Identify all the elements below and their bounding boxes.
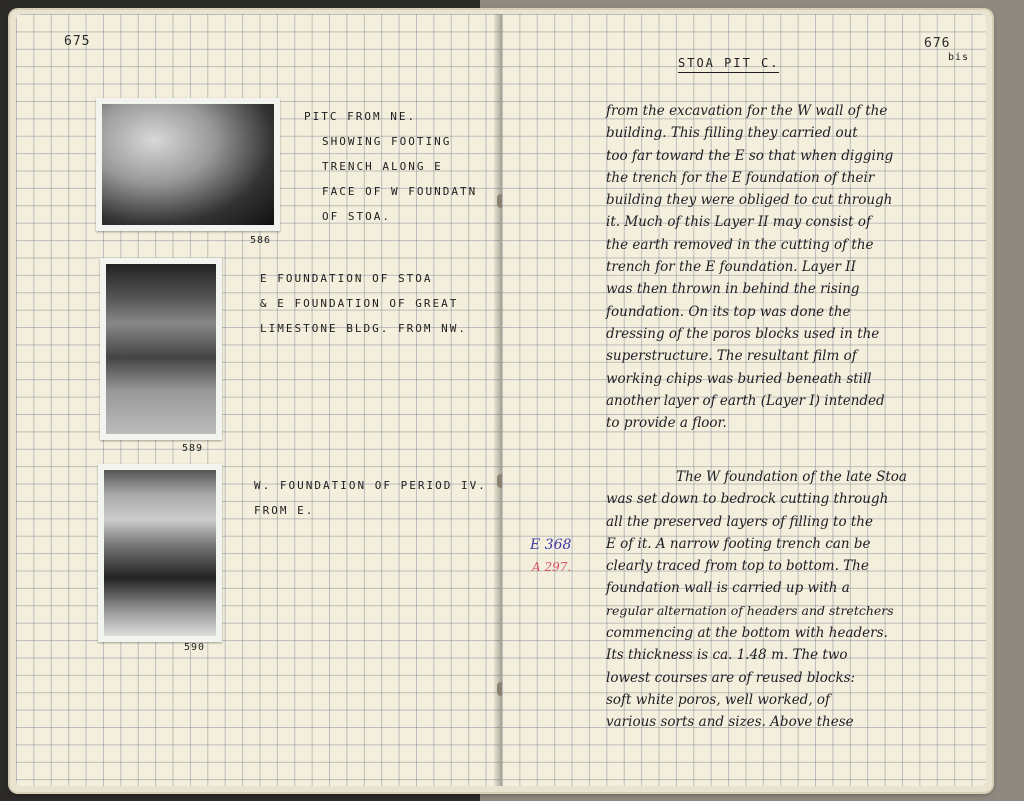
photo-image [104, 470, 216, 636]
text-line: working chips was buried beneath still [606, 370, 872, 387]
caption-line: SHOWING FOOTING [322, 135, 452, 148]
text-line: building they were obliged to cut through [606, 192, 893, 209]
photo-label-590: 590 [184, 642, 206, 653]
page-heading: STOA PIT C. [678, 54, 779, 73]
photo-image [102, 104, 274, 225]
photo-label-586: 586 [250, 235, 272, 246]
text-line: foundation. On its top was done the [606, 303, 851, 320]
text-line: all the preserved layers of filling to the [606, 513, 873, 530]
margin-ref-red: A 297. [532, 560, 572, 574]
margin-ref-blue: E 368 [530, 537, 572, 553]
caption-586 [304, 104, 477, 229]
photo-589 [100, 258, 222, 440]
text-line: from the excavation for the W wall of the [606, 103, 888, 119]
text-line: trench for the E foundation. Layer II [606, 259, 856, 276]
paragraph-1 [606, 100, 893, 434]
text-line: too far toward the E so that when digging [606, 147, 894, 164]
caption-line: OF STOA. [322, 210, 391, 223]
caption-line: TRENCH ALONG E [322, 160, 443, 173]
text-line: soft white poros, well worked, of [606, 691, 831, 708]
text-line: Its thickness is ca. 1.48 m. The two [606, 647, 848, 664]
text-line: lowest courses are of reused blocks: [606, 669, 856, 686]
text-line: the earth removed in the cutting of the [606, 236, 874, 253]
caption-589 [260, 266, 467, 341]
left-page [16, 14, 500, 786]
left-page-number: 675 [64, 34, 91, 49]
caption-line: LIMESTONE BLDG. FROM NW. [260, 322, 467, 335]
right-page-suffix: bis [948, 52, 970, 63]
notebook [10, 10, 992, 792]
text-line: was set down to bedrock cutting through [606, 491, 889, 508]
right-page-number: 676 [924, 36, 951, 51]
caption-line: PITC FROM NE. [304, 110, 417, 123]
text-line: dressing of the poros blocks used in the [606, 325, 880, 342]
caption-line: & E FOUNDATION OF GREAT [260, 297, 459, 310]
text-line: various sorts and sizes. Above these [606, 714, 854, 731]
text-line: E of it. A narrow footing trench can be [606, 535, 871, 552]
text-line: foundation wall is carried up with a [606, 580, 850, 597]
caption-line: W. FOUNDATION OF PERIOD IV. [254, 479, 487, 492]
photo-586 [96, 98, 280, 231]
text-line: clearly traced from top to bottom. The [606, 558, 869, 575]
photo-image [106, 264, 216, 434]
text-line: The W foundation of the late Stoa [676, 469, 907, 485]
text-line: building. This filling they carried out [606, 125, 858, 142]
text-line: it. Much of this Layer II may consist of [606, 214, 871, 231]
caption-line: E FOUNDATION OF STOA [260, 272, 433, 285]
photo-label-589: 589 [182, 443, 204, 454]
text-line: the trench for the E foundation of their [606, 169, 875, 186]
text-line: another layer of earth (Layer I) intended [606, 392, 885, 409]
text-line: was then thrown in behind the rising [606, 281, 860, 298]
right-page [502, 14, 986, 786]
caption-line: FROM E. [254, 504, 315, 517]
photo-590 [98, 464, 222, 642]
text-line: superstructure. The resultant film of [606, 348, 857, 365]
paragraph-2 [606, 466, 907, 734]
text-line: regular alternation of headers and stretchers [606, 602, 894, 618]
caption-line: FACE OF W FOUNDATN [322, 185, 478, 198]
text-line: to provide a floor. [606, 415, 727, 432]
text-line: commencing at the bottom with headers. [606, 625, 888, 642]
caption-590 [254, 473, 487, 523]
